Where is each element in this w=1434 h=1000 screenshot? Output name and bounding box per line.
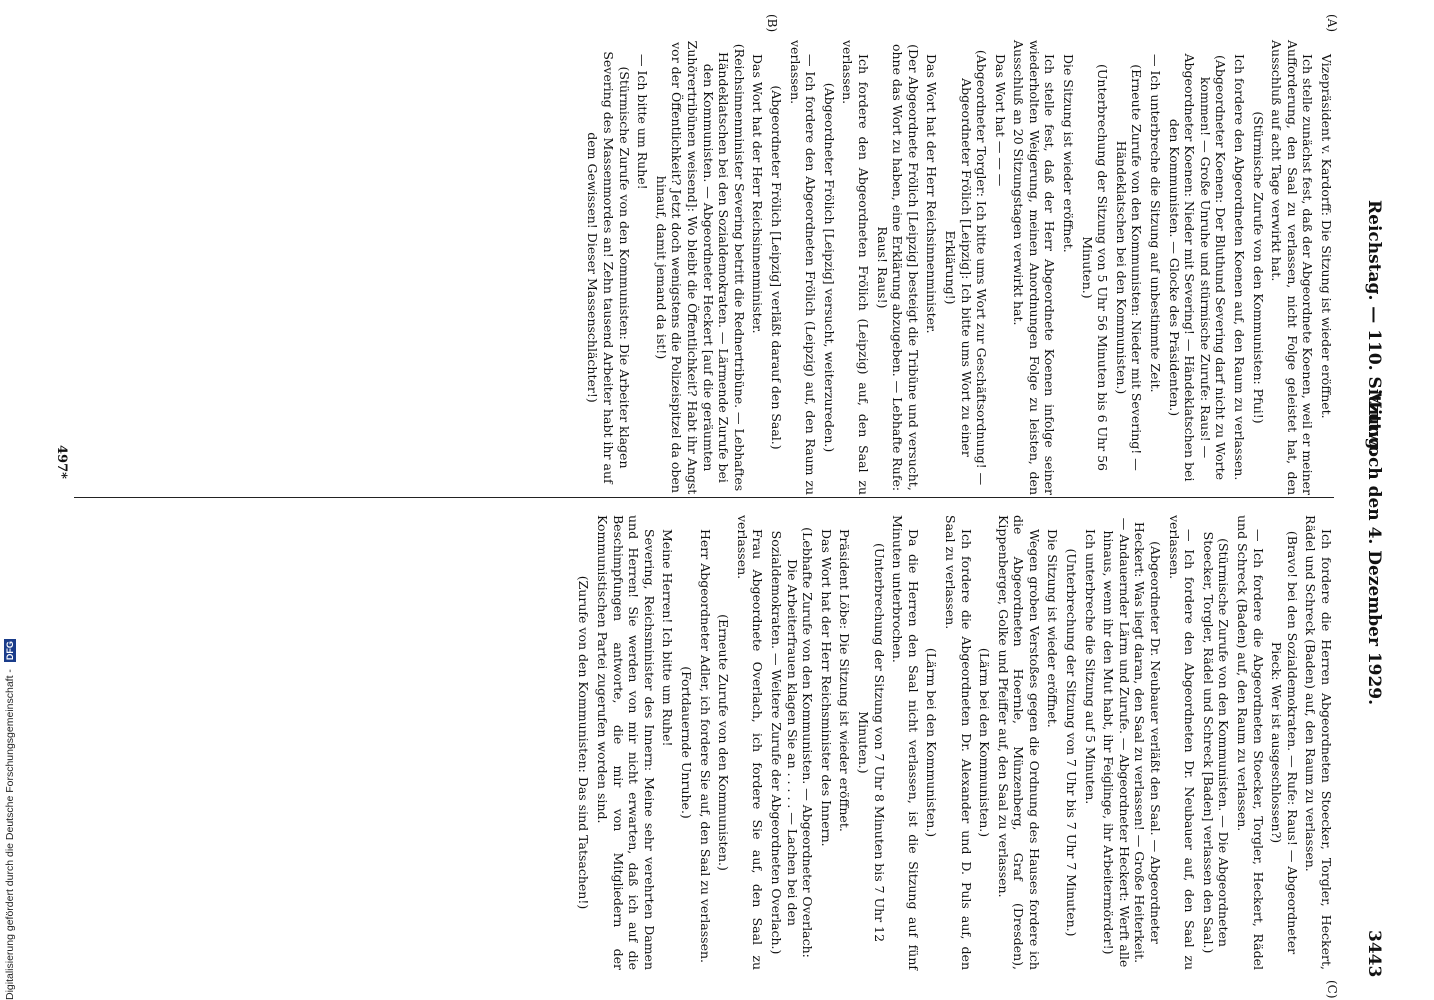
side-credit <box>4 0 20 1000</box>
paragraph: Ich fordere den Abgeordneten Frölich (Leipzig) auf, den Saal zu verlassen. <box>840 40 871 495</box>
paragraph: Das Wort hat der Herr Reichsminister des Innern. <box>818 529 834 847</box>
paragraph: (Erneute Zurufe von den Kommunisten: Nieder mit Severing! — Händeklatschen bei den Kommunisten.) <box>1113 64 1145 471</box>
paragraph: Wegen groben Verstoßes gegen die Ordnung des Hauses fordere ich die Abgeordneten Hoernle, Münzenberg, Graf (Dresden), Kippenberger, Golke und Pfeiffer auf, den Saal zu verlassen. <box>995 515 1042 970</box>
paragraph: Ich fordere die Herren Abgeordneten Stoecker, Torgler, Heckert, Rädel und Schreck (Baden) auf, den Raum zu verlassen. <box>1303 515 1334 970</box>
paragraph: Die Sitzung ist wieder eröffnet. <box>1045 529 1061 728</box>
paragraph: Herr Abgeordneter Adler, ich fordere Sie auf, den Saal zu verlassen. <box>697 529 713 964</box>
paragraph: Ich unterbreche die Sitzung auf 5 Minuten. <box>1082 529 1098 805</box>
paragraph: (Abgeordneter Frölich [Leipzig] versucht, weiterzureden.) <box>821 82 837 453</box>
paragraph: — Ich fordere die Abgeordneten Stoecker, Torgler, Heckert, Rädel und Schreck (Baden) auf, den Raum zu verlassen. <box>1235 515 1266 970</box>
paragraph: (Lärm bei den Kommunisten.) <box>924 647 940 838</box>
margin-letter-a: (A) <box>1325 14 1339 33</box>
paragraph: — Ich bitte um Ruhe! <box>635 54 651 190</box>
paragraph: — Ich unterbreche die Sitzung auf unbestimmte Zeit. <box>1148 54 1164 393</box>
margin-letter-c: (C) <box>1325 980 1339 999</box>
paragraph: (Stürmische Zurufe von den Kommunisten. — Die Abgeordneten Stoecker, Torgler, Rädel und Schreck [Baden] verlassen den Saal.) <box>1200 531 1232 954</box>
paragraph: (Abgeordneter Koenen: Der Bluthund Severing darf nicht zu Worte kommen! — Große Unruhe und stürmische Zurufe: Raus! — Abgeordneter Koenen: Nieder mit Severing! — Händeklatschen bei den Kommunisten. — Glocke des Präsidenten.) <box>1166 53 1229 482</box>
paragraph: Severing, Reichsminister des Innern: Meine sehr verehrten Damen und Herren! Sie werden von mir nicht erwarten, daß ich auf die Beschimpfungen antworte, die mir von Mitgliedern der Kommunistischen Partei zugerufen worden sind. <box>595 515 657 970</box>
right-column <box>573 515 1334 970</box>
paragraph: (Abgeordneter Dr. Neubauer verläßt den Saal. — Abgeordneter Heckert: Was liegt daran, den Saal zu verlassen! — Große Heiterkeit. — Andauernder Lärm und Zurufe. — Abgeordneter Heckert: Werft alle hinaus, wenn ihr den Mut habt, ihr Feiglinge, ihr Arbeitermörder!) <box>1101 517 1164 968</box>
paragraph: (Zurufe von den Kommunisten: Das sind Tatsachen!) <box>576 575 592 910</box>
paragraph: — Ich fordere den Abgeordneten Dr. Neubauer auf, den Saal zu verlassen. <box>1166 515 1198 970</box>
paragraph: (Reichsinnenminister Severing betritt die Rednertribüne. — Lebhaftes Händeklatschen bei den Sozialdemokraten. — Lärmende Zurufe bei den Kommunisten. — Abgeordneter Heckert [auf die geräumten Zuhörertribünen weisend]: Wo bleibt die Öffentlichkeit? Habt ihr Angst vor der Öffentlichkeit? Jetzt doch wenigstens die Polizeispitzel da oben hinauf, damit jemand da ist!) <box>653 40 747 495</box>
paragraph: Vizepräsident v. Kardorff: Die Sitzung ist wieder eröffnet. <box>1319 54 1334 419</box>
signature-mark: 497* <box>54 445 69 479</box>
paragraph: Meine Herren! Ich bitte um Ruhe! <box>660 529 676 747</box>
left-column <box>582 40 1334 495</box>
column-divider <box>74 497 1334 498</box>
paragraph: Da die Herren den Saal nicht verlassen, ist die Sitzung auf fünf Minuten unterbrochen. <box>890 515 921 970</box>
paragraph: (Stürmische Zurufe von den Kommunisten: Pfui!) <box>1250 111 1266 424</box>
dfg-logo: DFG <box>5 641 15 661</box>
paragraph: (Der Abgeordnete Frölich [Leipzig] besteigt die Tribüne und versucht, ohne das Wort zu haben, eine Erklärung abzugeben. — Lebhafte Rufe: Raus! Raus!) <box>874 43 921 492</box>
paragraph: (Lärm bei den Kommunisten.) <box>977 647 993 838</box>
paragraph: Das Wort hat der Herr Reichsinnenminister. <box>924 54 940 334</box>
paragraph: (Unterbrechung der Sitzung von 5 Uhr 56 Minuten bis 6 Uhr 56 Minuten.) <box>1079 63 1111 471</box>
running-header-left: Reichstag. — 110. Sitzung. <box>1364 200 1384 456</box>
paragraph: (Erneute Zurufe von den Kommunisten.) <box>716 614 732 871</box>
paragraph: Das Wort hat der Herr Reichsinnenminister. <box>750 54 766 334</box>
paragraph: Ich fordere die Abgeordneten Dr. Alexander und D. Puls auf, den Saal zu verlassen. <box>942 515 974 970</box>
paragraph: (Stürmische Zurufe von den Kommunisten: Die Arbeiter klagen Severing des Massenmordes an! Zehn tausend Arbeiter habt ihr auf dem Gewissen! Dieser Massenschlächter!) <box>585 51 632 484</box>
paragraph: (Abgeordneter Frölich [Leipzig] verläßt darauf den Saal.) <box>769 85 784 450</box>
paragraph: Ich stelle fest, daß der Herr Abgeordnete Koenen infolge seiner wiederholten Weigerung, meinen Anordnungen Folge zu leisten, den Ausschluß an 20 Sitzungstagen verwirkt hat. <box>1011 40 1058 495</box>
paragraph: (Unterbrechung der Sitzung von 7 Uhr bis 7 Uhr 7 Minuten.) <box>1064 548 1080 937</box>
paragraph: Die Sitzung ist wieder eröffnet. <box>1061 54 1077 253</box>
paragraph: Präsident Löbe: Die Sitzung ist wieder eröffnet. <box>837 529 853 832</box>
paragraph: Frau Abgeordnete Overlach, ich fordere Sie auf, den Saal zu verlassen. <box>734 515 766 970</box>
paragraph: Ich stelle zunächst fest, daß der Abgeordnete Koenen, weil er meiner Aufforderung, den Saal zu verlassen, nicht Folge geleistet hat, den Ausschluß auf acht Tage verwirkt hat. <box>1269 40 1316 495</box>
paragraph: — Ich fordere den Abgeordneten Frölich (Leipzig) auf, den Raum zu verlassen. <box>787 40 819 495</box>
paragraph: (Bravo! bei den Sozialdemokraten. — Rufe: Raus! — Abgeordneter Pieck: Wer ist ausgeschlossen?) <box>1269 530 1300 955</box>
running-header-date: Mittwoch den 4. Dezember 1929. <box>1364 390 1384 706</box>
paragraph: Das Wort hat — — — <box>992 54 1008 187</box>
paragraph: Ich fordere den Abgeordneten Koenen auf, den Raum zu verlassen. <box>1232 54 1248 481</box>
paragraph: (Lebhafte Zurufe von den Kommunisten. — Abgeordneter Overlach: Die Arbeiterfrauen klagen Sie an . . . . . — Lachen bei den Sozialdemokraten. — Weitere Zurufe der Abgeordneten Overlach.) <box>769 527 816 958</box>
margin-letter-b: (B) <box>765 14 779 33</box>
paragraph: (Unterbrechung der Sitzung von 7 Uhr 8 Minuten bis 7 Uhr 12 Minuten.) <box>855 542 887 943</box>
paragraph: (Fortdauernde Unruhe.) <box>679 666 695 819</box>
page-number: 3443 <box>1364 930 1384 978</box>
digitization-note: Digitalisierung gefördert durch die Deutsche Forschungsgemeinschaft - <box>4 669 16 1000</box>
paragraph: (Abgeordneter Torgler: Ich bitte ums Wort zur Geschäftsordnung! — Abgeordneter Frölich [Leipzig]: Ich bitte ums Wort zu einer Erklärung!) <box>942 49 990 486</box>
